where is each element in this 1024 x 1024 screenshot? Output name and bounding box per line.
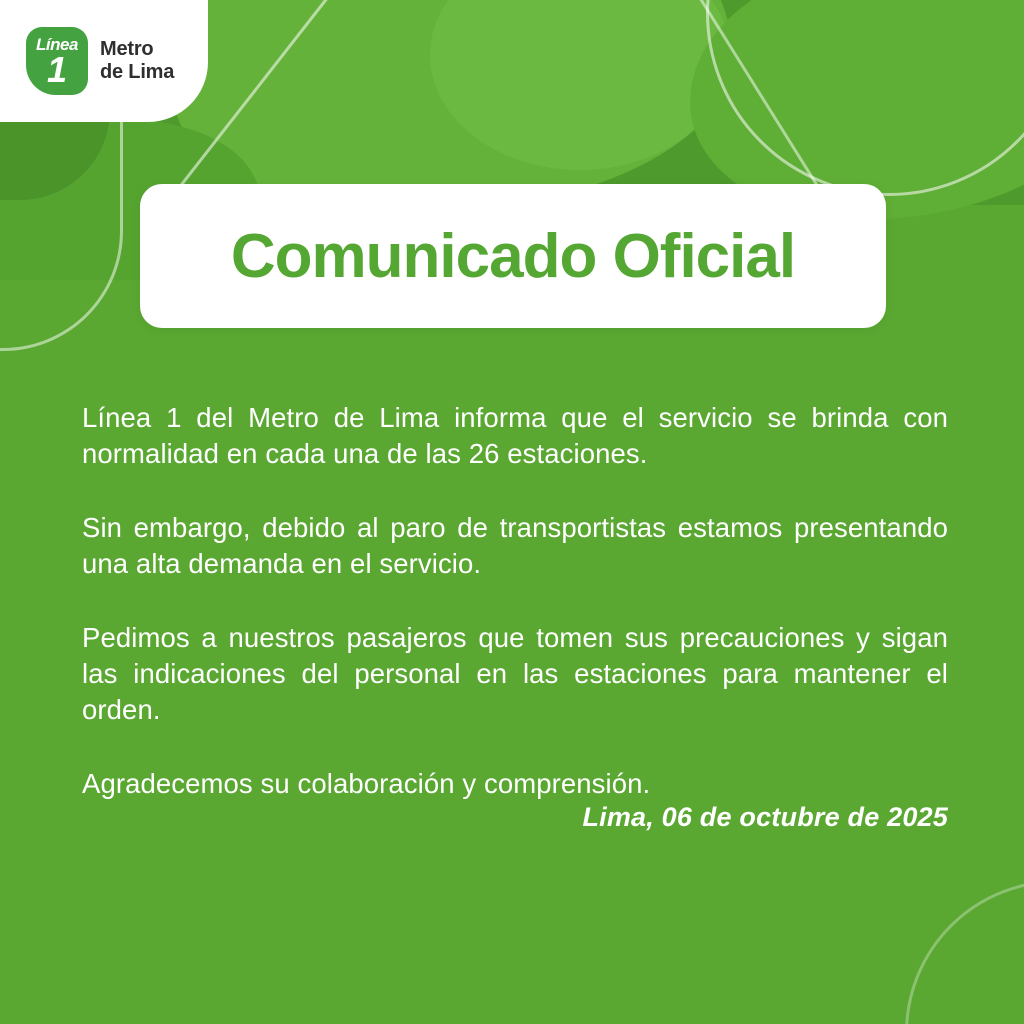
body-paragraph: Pedimos a nuestros pasajeros que tomen sus precauciones y sigan las indicaciones del personal en las estaciones para mantener el orden. [82, 622, 948, 725]
metro-line1-badge-icon [26, 27, 88, 95]
dateline: Lima, 06 de octubre de 2025 [582, 802, 948, 832]
title-card [140, 184, 886, 328]
logo-subtitle [100, 38, 174, 84]
body-paragraph: Sin embargo, debido al paro de transportistas estamos presentando una alta demanda en el servicio. [82, 512, 948, 579]
logo [0, 0, 208, 122]
logo-linea-word: Línea [36, 35, 78, 54]
logo-line-number: 1 [46, 49, 68, 90]
page-title: Comunicado Oficial [230, 221, 796, 291]
logo-subtitle-line-1: Metro [100, 38, 154, 60]
body-paragraph: Agradecemos su colaboración y comprensión. [82, 768, 651, 799]
logo-subtitle-line-2: de Lima [100, 61, 175, 83]
announcement-body [82, 400, 948, 802]
body-paragraph: Línea 1 del Metro de Lima informa que el servicio se brinda con normalidad en cada una de las 26 estaciones. [82, 402, 948, 469]
